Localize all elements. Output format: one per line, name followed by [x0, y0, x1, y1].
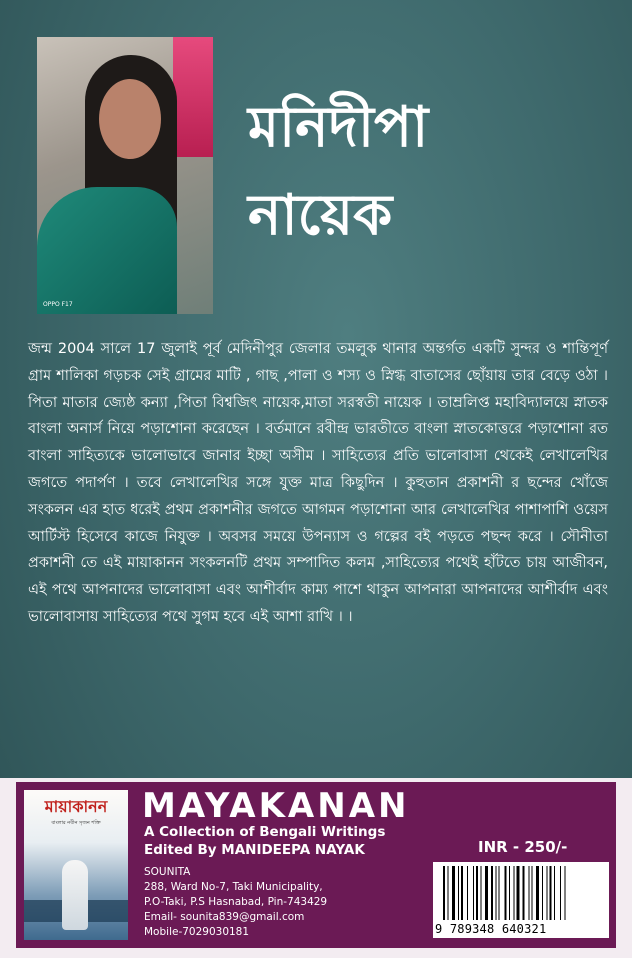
barcode-bars [443, 866, 599, 920]
publisher-mobile: Mobile-7029030181 [144, 926, 250, 938]
publisher-address-1: 288, Ward No-7, Taki Municipality, [144, 881, 323, 893]
barcode-bar [467, 866, 468, 920]
barcode-bar [496, 866, 497, 920]
book-subtitle: A Collection of Bengali Writings [144, 824, 386, 840]
barcode-bar [514, 866, 515, 920]
barcode-bar [458, 866, 459, 920]
barcode-bar [550, 866, 552, 920]
book-editor: Edited By MANIDEEPA NAYAK [144, 842, 365, 858]
barcode-bar [505, 866, 507, 920]
publisher-address-2: P.O-Taki, P.S Hasnabad, Pin-743429 [144, 896, 328, 908]
barcode-digits: 9 789348 640321 [435, 922, 547, 936]
barcode-bar [536, 866, 539, 920]
barcode-bar [491, 866, 493, 920]
face-shape [99, 79, 161, 159]
barcode-bar [517, 866, 520, 920]
photo-caption: OPPO F17 [43, 301, 73, 308]
barcode-bar [542, 866, 543, 920]
saree-shape [37, 187, 177, 314]
cover-subtitle: বাংলার নবীন সৃজন শক্তি [51, 820, 101, 826]
barcode-bar [529, 866, 530, 920]
barcode-bar [476, 866, 478, 920]
cover-title: মায়াকানন [44, 797, 108, 816]
author-name-first: মনিদীপা [248, 95, 429, 160]
barcode-bar [473, 866, 474, 920]
barcode-bar [554, 866, 555, 920]
book-title: MAYAKANAN [142, 786, 410, 826]
isbn-barcode [433, 862, 609, 938]
barcode-bar [448, 866, 449, 920]
flower-decor [173, 37, 213, 157]
barcode-bar [532, 866, 533, 920]
publisher-email: Email- sounita839@gmail.com [144, 911, 305, 923]
author-photo [37, 37, 213, 314]
publisher-block [144, 865, 327, 940]
barcode-bar [565, 866, 566, 920]
barcode-bar [443, 866, 445, 920]
barcode-bar [461, 866, 463, 920]
barcode-bar [547, 866, 548, 920]
book-cover-thumbnail [24, 790, 128, 940]
cover-figure [62, 860, 88, 930]
barcode-bar [485, 866, 488, 920]
author-bio: জন্ম 2004 সালে 17 জুলাই পূর্ব মেদিনীপুর জেলার তমলুক থানার অন্তর্গত একটি সুন্দর ও শান্তিপূর্ণ গ্রাম শালিকা গড়চক সেই গ্রামের মাটি , গাছ ,পালা ও শস্য ও স্নিগ্ধ বাতাসের ছোঁয়ায় তার বেড়ে ওঠা । পিতা মাতার জ্যেষ্ঠ কন্যা ,পিতা বিশ্বজিৎ নায়েক,মাতা সরস্বতী নায়েক । তাম্রলিপ্ত মহাবিদ্যালয়ে স্নাতক বাংলা অনার্স নিয়ে পড়াশোনা করেছেন । বর্তমানে রবীন্দ্র ভারতীতে বাংলা স্নাতকোত্তরে পড়াশোনা রত বাংলা সাহিত্যকে ভালোভাবে জানার ইচ্ছা অসীম । সাহিত্যের প্রতি ভালোবাসা থেকেই লেখালেখির জগতে পদার্পণ । তবে লেখালেখির সঙ্গে যুক্ত মাত্র কিছুদিন । কুহুতান প্রকাশনী র ছন্দের খোঁজে সংকলন এর হাত ধরেই প্রথম প্রকাশনীর জগতে আগমন পড়াশোনা আর লেখালেখির পাশাপাশি ওয়েস আর্টিস্ট হিসেবে কাজে নিযুক্ত । অবসর সময়ে উপন্যাস ও গল্পের বই পড়তে পছন্দ করে । সৌনীতা প্রকাশনী তে এই মায়াকানন সংকলনটি প্রথম সম্পাদিত কলম ,সাহিত্যের পথেই হাঁটতে চায় আজীবন, এই পথে আপনাদের ভালোবাসা এবং আশীর্বাদ কাম্য পাশে থাকুন আপনারা আপনাদের আশীর্বাদ এবং ভালোবাসায় সাহিত্যের পথে সুগম হবে এই আশা রাখি । । [28, 341, 608, 625]
barcode-bar [452, 866, 455, 920]
barcode-bar [523, 866, 525, 920]
barcode-bar [481, 866, 482, 920]
publisher-name: SOUNITA [144, 866, 191, 878]
barcode-bar [499, 866, 500, 920]
barcode-bar [560, 866, 561, 920]
author-name-last: নায়েক [248, 183, 393, 248]
barcode-bar [509, 866, 510, 920]
price-label: INR - 250/- [478, 838, 568, 856]
